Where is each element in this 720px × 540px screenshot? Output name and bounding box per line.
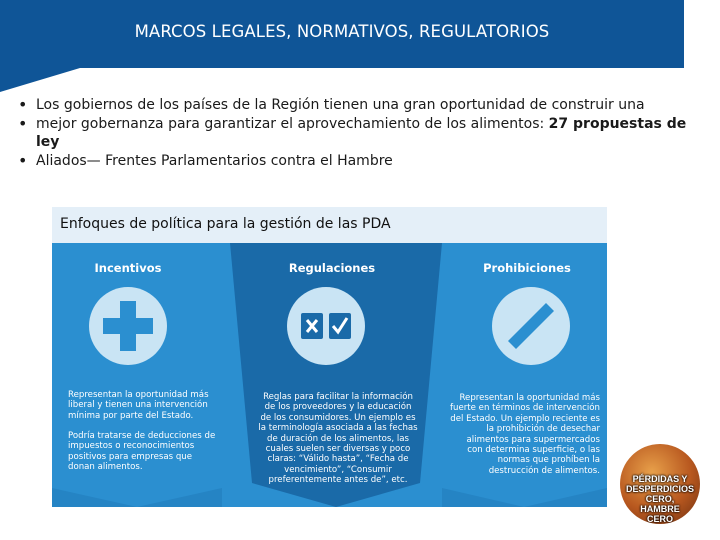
column-title-regulaciones: Regulaciones: [288, 261, 376, 275]
prohibiciones-text: Representan la oportunidad más fuerte en términos de intervención del Estado. Un ejemplo reciente es la prohibición de desechar alimentos para supermercados con determina superficie, o las normas que prohíben la destrucción de alimentos.: [450, 393, 600, 476]
left-column-bottom: [52, 488, 222, 507]
prohibited-icon: [492, 287, 570, 365]
policy-infographic: [52, 207, 607, 507]
cross-check-icon: [287, 287, 365, 365]
infographic-title-bar: [52, 207, 607, 243]
header-corner-decoration: [0, 68, 80, 92]
bullet-item: • Los gobiernos de los países de la Región tienen una gran oportunidad de construir una: [18, 96, 698, 115]
incentivos-text-1: Representan la oportunidad más liberal y tienen una intervención mínima por parte del Estado.: [68, 390, 209, 421]
orange-fruit-icon: [620, 444, 700, 524]
bullet-list: [18, 96, 698, 170]
infographic-title: Enfoques de política para la gestión de las PDA: [60, 216, 391, 232]
bullet-item: • mejor gobernanza para garantizar el aprovechamiento de los alimentos: 27 propuestas de ley: [18, 115, 698, 152]
plus-icon: [89, 287, 167, 365]
bullet-item: • Aliados— Frentes Parlamentarios contra el Hambre: [18, 152, 698, 171]
logo-text: PÉRDIDAS Y DESPERDICIOS CERO, HAMBRE CERO: [625, 474, 694, 524]
column-title-incentivos: Incentivos: [94, 261, 162, 275]
incentivos-text-2: Podría tratarse de deducciones de impuestos o reconocimientos positivos para empresas que donan alimentos.: [68, 431, 216, 473]
header-banner: [0, 0, 684, 68]
column-title-prohibiciones: Prohibiciones: [483, 261, 571, 275]
regulaciones-text: Reglas para facilitar la información de los proveedores y la educación de los consumidores. Un ejemplo es la terminología asociada a las fechas de duración de los alimentos, las cuales suelen ser diversas y poco claras: “Válido hasta”, “Fecha de vencimiento”, “Consumir preferentemente antes de”, etc.: [258, 392, 418, 486]
page-title: MARCOS LEGALES, NORMATIVOS, REGULATORIOS: [134, 22, 550, 41]
right-column-bottom: [442, 488, 607, 507]
bullet-emphasis: 27 propuestas de ley: [36, 115, 687, 150]
